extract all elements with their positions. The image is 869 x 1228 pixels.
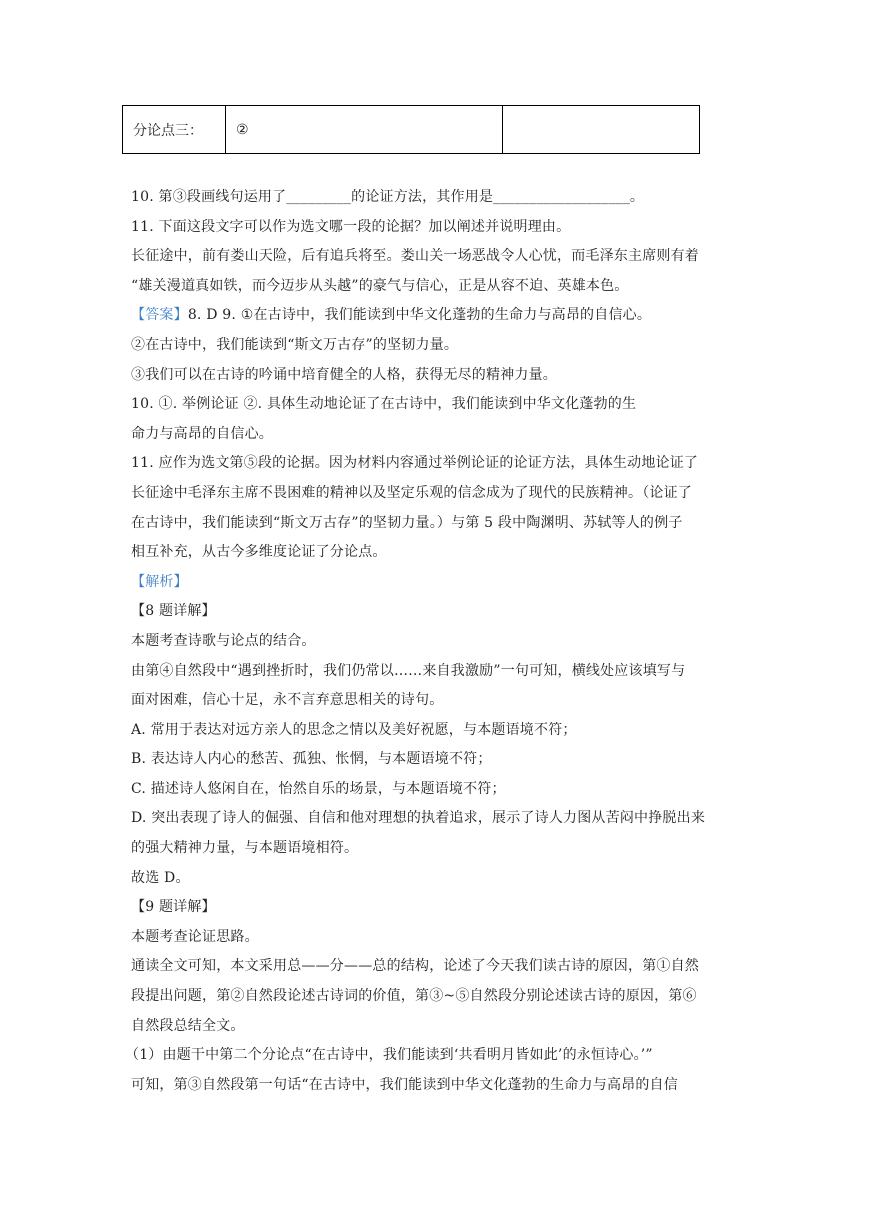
q9-line-6: 可知，第③自然段第一句话“在古诗中，我们能读到中华文化蓬勃的生命力与高昂的自信 xyxy=(131,1076,678,1093)
q9-line-3: 段提出问题，第②自然段论述古诗词的价值，第③~⑤自然段分别论述读古诗的原因，第⑥ xyxy=(131,988,697,1005)
q8-line-1: 本题考查诗歌与论点的结合。 xyxy=(131,632,316,649)
table-cell-number: ② xyxy=(226,106,503,154)
question-11: 11. 下面这段文字可以作为选文哪一段的论据？加以阐述并说明理由。 xyxy=(131,218,571,235)
answer-11-line-1: 11. 应作为选文第⑤段的论据。因为材料内容通过举例论证的论证方法，具体生动地论证了 xyxy=(131,455,699,472)
answer-11-line-4: 相互补充，从古今多维度论证了分论点。 xyxy=(131,544,387,561)
answer-9-2: ②在古诗中，我们能读到“斯文万古存”的坚韧力量。 xyxy=(131,336,459,353)
q8-option-a: A. 常用于表达对远方亲人的思念之情以及美好祝愿，与本题语境不符； xyxy=(131,721,577,738)
answer-line xyxy=(131,301,743,331)
q9-line-2: 通读全文可知，本文采用总——分——总的结构，论述了今天我们读古诗的原因，第①自然 xyxy=(131,958,699,975)
material-line-1: 长征途中，前有娄山天险，后有追兵将至。娄山关一场恶战令人心忧，而毛泽东主席则有着 xyxy=(131,248,699,265)
q8-line-2: 由第④自然段中“遇到挫折时，我们仍常以……来自我激励”一句可知，横线处应该填写与 xyxy=(131,662,686,679)
q9-heading: 【9 题详解】 xyxy=(131,899,216,916)
q9-line-4: 自然段总结全文。 xyxy=(131,1017,245,1034)
table-cell-label: 分论点三： xyxy=(123,106,226,154)
answer-9-3: ③我们可以在古诗的吟诵中培育健全的人格，获得无尽的精神力量。 xyxy=(131,366,557,383)
answer-text: 8. D 9. ①在古诗中，我们能读到中华文化蓬勃的生命力与高昂的自信心。 xyxy=(187,307,652,324)
table-cell-empty xyxy=(503,106,700,154)
answer-11-line-2: 长征途中毛泽东主席不畏困难的精神以及坚定乐观的信念成为了现代的民族精神。（论证了 xyxy=(131,484,692,501)
question-10: 10. 第③段画线句运用了_________的论证方法，其作用是___________________。 xyxy=(131,189,645,205)
answer-10-cont: 命力与高昂的自信心。 xyxy=(131,425,273,442)
q9-line-5: （1）由题干中第二个分论点“在古诗中，我们能读到‘共看明月皆如此’的永恒诗心。’” xyxy=(125,1047,653,1064)
q8-conclusion: 故选 D。 xyxy=(131,869,190,886)
analysis-tag: 【解析】 xyxy=(131,573,188,590)
answer-table xyxy=(122,105,700,154)
q9-line-1: 本题考查论证思路。 xyxy=(131,928,259,945)
text-body xyxy=(125,183,743,1100)
q8-option-d: D. 突出表现了诗人的倔强、自信和他对理想的执着追求，展示了诗人力图从苦闷中挣脱出来 xyxy=(131,810,706,827)
q8-option-d-cont: 的强大精神力量，与本题语境相符。 xyxy=(131,840,359,857)
q8-heading: 【8 题详解】 xyxy=(131,603,216,620)
q8-option-b: B. 表达诗人内心的愁苦、孤独、怅惘，与本题语境不符； xyxy=(131,751,492,768)
answer-11-line-3: 在古诗中，我们能读到“斯文万古存”的坚韧力量。）与第 5 段中陶渊明、苏轼等人的例子 xyxy=(131,514,683,531)
answer-10: 10. ①. 举例论证 ②. 具体生动地论证了在古诗中，我们能读到中华文化蓬勃的生 xyxy=(131,396,637,413)
material-line-2: “雄关漫道真如铁，而今迈步从头越”的豪气与信心，正是从容不迫、英雄本色。 xyxy=(131,277,629,294)
answer-tag: 【答案】 xyxy=(131,307,188,324)
q8-line-3: 面对困难，信心十足，永不言弃意思相关的诗句。 xyxy=(131,692,444,709)
q8-option-c: C. 描述诗人悠闲自在，怡然自乐的场景，与本题语境不符； xyxy=(131,780,506,797)
table-row xyxy=(123,106,700,154)
